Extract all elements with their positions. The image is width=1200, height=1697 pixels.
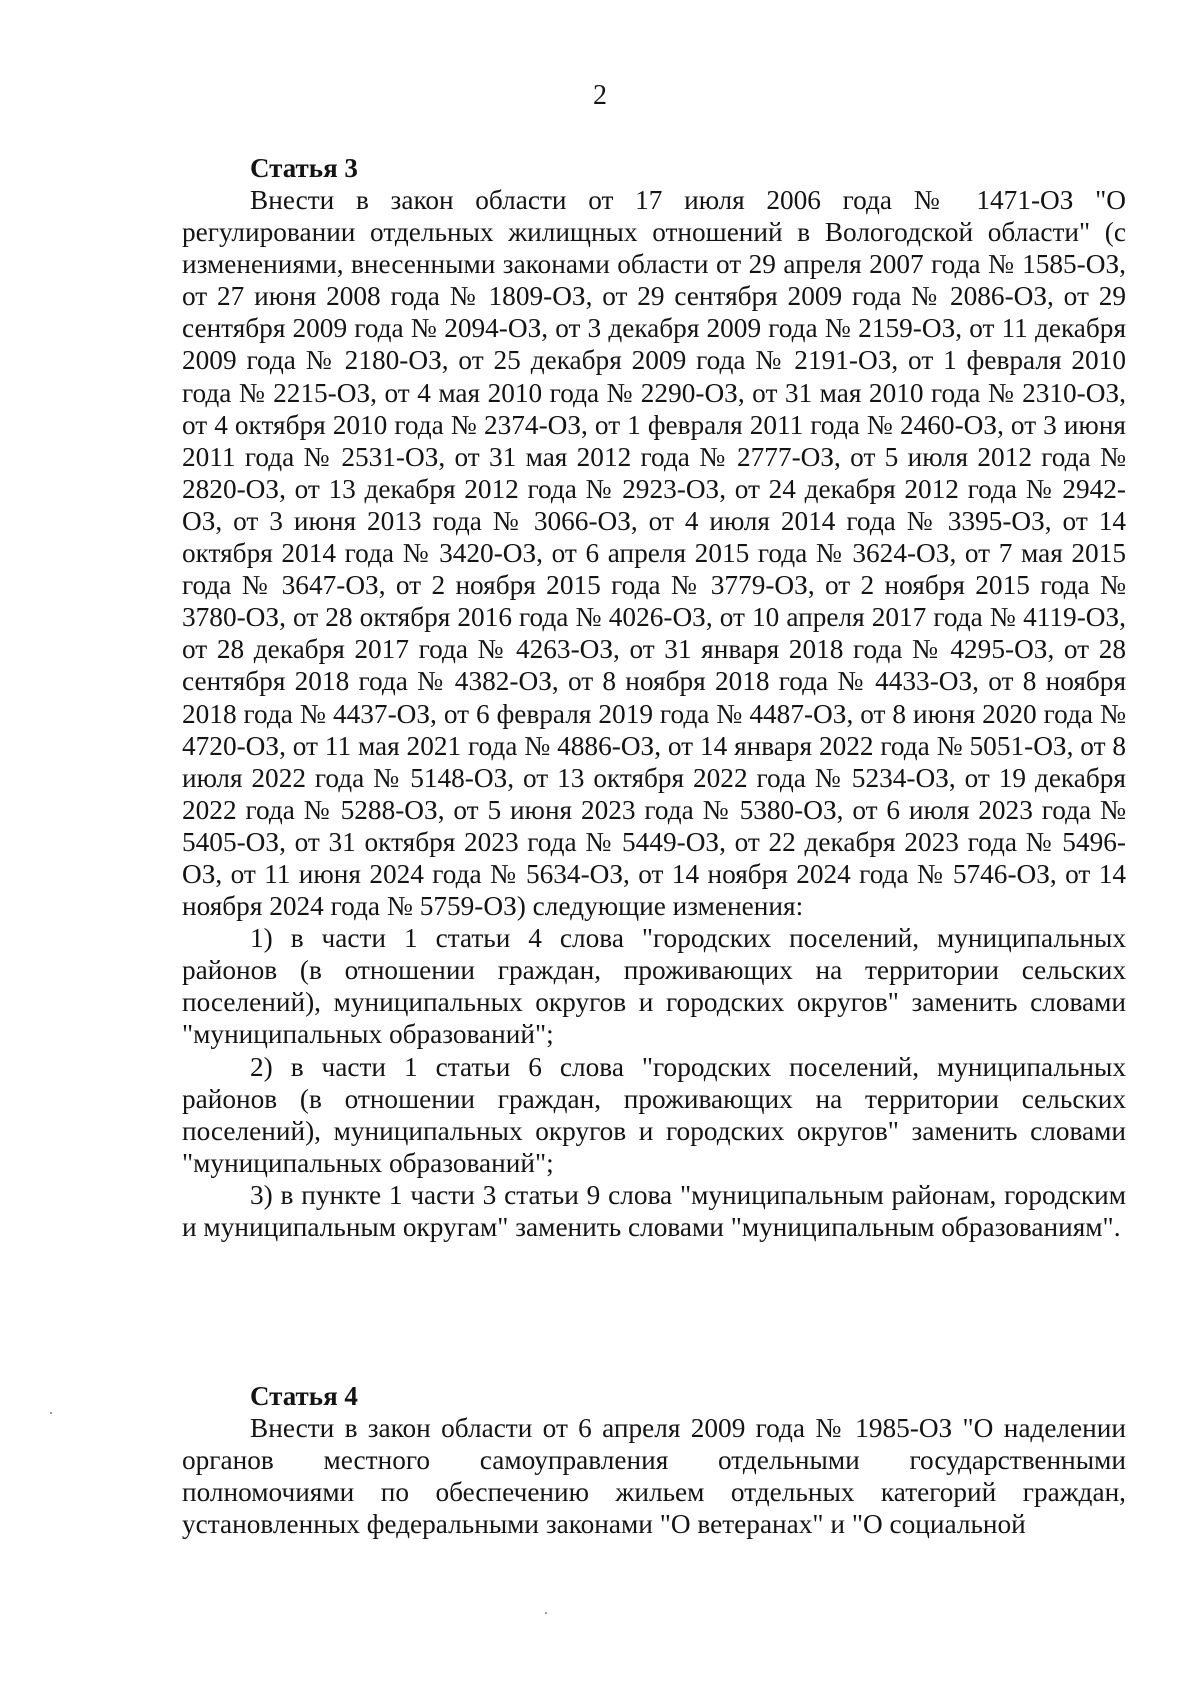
scan-speck <box>545 1612 547 1614</box>
article-3-item-3: 3) в пункте 1 части 3 статьи 9 слова "муниципальным районам, городским и муниципальным округам" заменить словами "муниципальным образованиям". <box>182 1179 1126 1242</box>
article-4-intro-paragraph: Внести в закон области от 6 апреля 2009 года № 1985-ОЗ "О наделении органов местного самоуправления отдельными государственными полномочиями по обеспечению жильем отдельных категорий граждан, установленных федеральными законами "О ветеранах" и "О социальной <box>182 1413 1126 1540</box>
article-3-item-1: 1) в части 1 статьи 4 слова "городских поселений, муниципальных районов (в отношении граждан, проживающих на территории сельских поселений), муниципальных округов и городских округов" заменить словами "муниципальных образований"; <box>182 923 1126 1050</box>
article-3-intro-paragraph: Внести в закон области от 17 июля 2006 года № 1471-ОЗ "О регулировании отдельных жилищных отношений в Вологодской области" (с изменениями, внесенными законами области от 29 апреля 2007 года № 1585-ОЗ, от 27 июня 2008 года № 1809-ОЗ, от 29 сентября 2009 года № 2086-ОЗ, от 29 сентября 2009 года № 2094-ОЗ, от 3 декабря 2009 года № 2159-ОЗ, от 11 декабря 2009 года № 2180-ОЗ, от 25 декабря 2009 года № 2191-ОЗ, от 1 февраля 2010 года № 2215-ОЗ, от 4 мая 2010 года № 2290-ОЗ, от 31 мая 2010 года № 2310-ОЗ, от 4 октября 2010 года № 2374-ОЗ, от 1 февраля 2011 года № 2460-ОЗ, от 3 июня 2011 года № 2531-ОЗ, от 31 мая 2012 года № 2777-ОЗ, от 5 июля 2012 года № 2820-ОЗ, от 13 декабря 2012 года № 2923-ОЗ, от 24 декабря 2012 года № 2942-ОЗ, от 3 июня 2013 года № 3066-ОЗ, от 4 июля 2014 года № 3395-ОЗ, от 14 октября 2014 года № 3420-ОЗ, от 6 апреля 2015 года № 3624-ОЗ, от 7 мая 2015 года № 3647-ОЗ, от 2 ноября 2015 года № 3779-ОЗ, от 2 ноября 2015 года № 3780-ОЗ, от 28 октября 2016 года № 4026-ОЗ, от 10 апреля 2017 года № 4119-ОЗ, от 28 декабря 2017 года № 4263-ОЗ, от 31 января 2018 года № 4295-ОЗ, от 28 сентября 2018 года № 4382-ОЗ, от 8 ноября 2018 года № 4433-ОЗ, от 8 ноября 2018 года № 4437-ОЗ, от 6 февраля 2019 года № 4487-ОЗ, от 8 июня 2020 года № 4720-ОЗ, от 11 мая 2021 года № 4886-ОЗ, от 14 января 2022 года № 5051-ОЗ, от 8 июля 2022 года № 5148-ОЗ, от 13 октября 2022 года № 5234-ОЗ, от 19 декабря 2022 года № 5288-ОЗ, от 5 июня 2023 года № 5380-ОЗ, от 6 июля 2023 года № 5405-ОЗ, от 31 октября 2023 года № 5449-ОЗ, от 22 декабря 2023 года № 5496-ОЗ, от 11 июня 2024 года № 5634-ОЗ, от 14 ноября 2024 года № 5746-ОЗ, от 14 ноября 2024 года № 5759-ОЗ) следующие изменения: <box>182 185 1126 922</box>
article-4-heading: Статья 4 <box>250 1381 358 1411</box>
article-3-heading: Статья 3 <box>250 153 358 183</box>
article-4 <box>182 1380 1126 1540</box>
page-number: 2 <box>593 80 607 111</box>
article-3-item-2: 2) в части 1 статьи 6 слова "городских поселений, муниципальных районов (в отношении граждан, проживающих на территории сельских поселений), муниципальных округов и городских округов" заменить словами "муниципальных образований"; <box>182 1051 1126 1178</box>
article-3 <box>182 152 1126 1243</box>
scan-speck <box>50 1412 52 1414</box>
